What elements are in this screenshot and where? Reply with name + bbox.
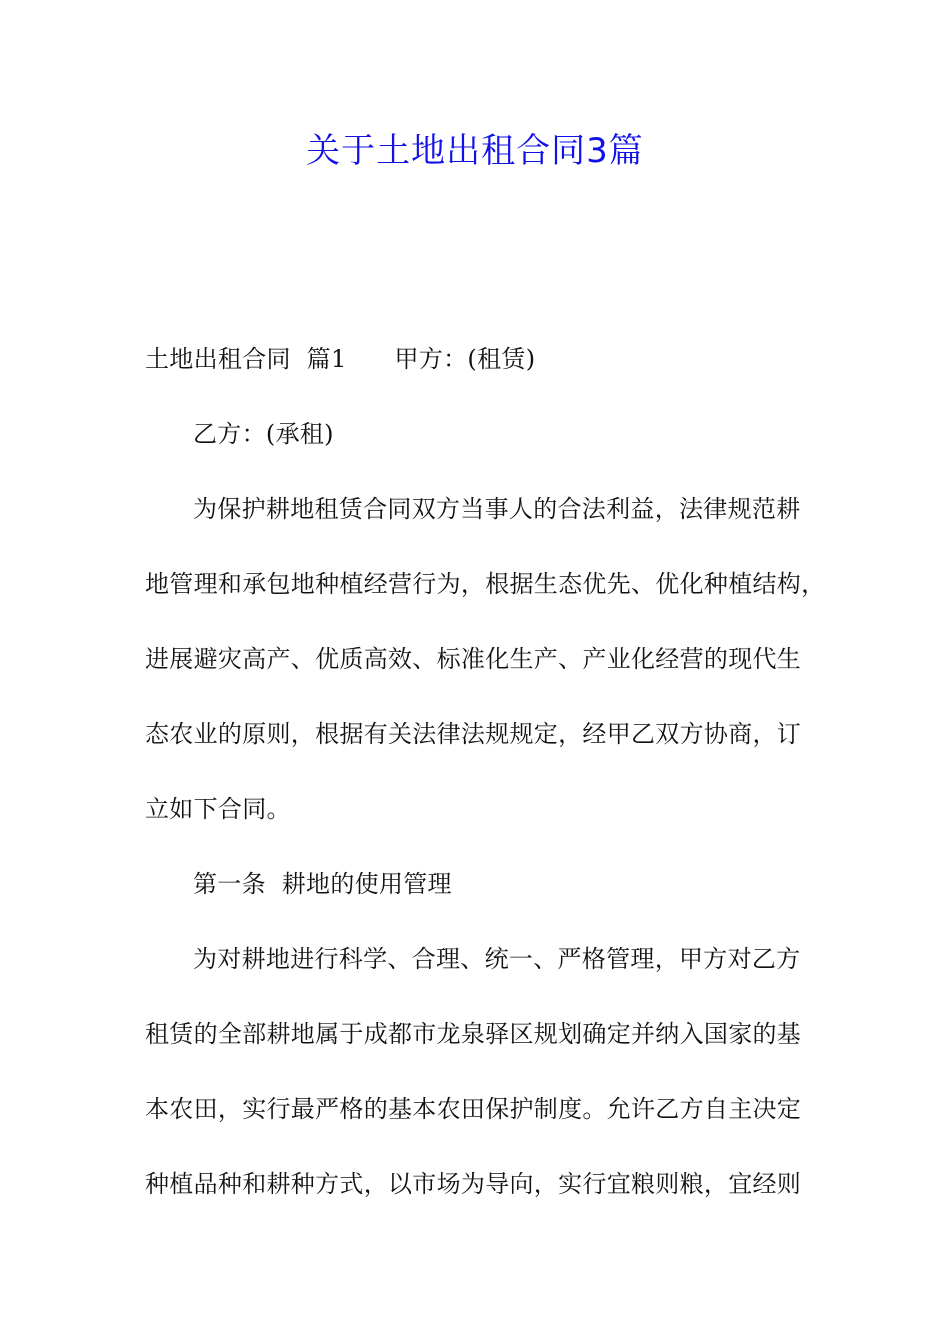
- paragraph-line: 立如下合同。: [145, 795, 291, 823]
- party-a-label: 甲方：(租赁): [394, 345, 536, 373]
- paragraph-line: 租赁的全部耕地属于成都市龙泉驿区规划确定并纳入国家的基: [145, 1020, 802, 1048]
- paragraph-line: 地管理和承包地种植经营行为，根据生态优先、优化种植结构，: [145, 570, 826, 598]
- paragraph-line: 态农业的原则，根据有关法律法规规定，经甲乙双方协商，订: [145, 720, 802, 748]
- paragraph-line: 进展避灾高产、优质高效、标准化生产、产业化经营的现代生: [145, 645, 802, 673]
- document-body: [145, 322, 826, 1222]
- document-title: 关于土地出租合同3篇: [306, 131, 644, 171]
- header-line: [145, 322, 810, 397]
- article-heading: 第一条 耕地的使用管理: [193, 870, 452, 898]
- paragraph-line: 种植品种和耕种方式，以市场为导向，实行宜粮则粮，宜经则: [145, 1170, 802, 1198]
- paragraph-line: 为对耕地进行科学、合理、统一、严格管理，甲方对乙方: [193, 945, 801, 973]
- section-heading: 土地出租合同 篇1: [145, 345, 347, 373]
- paragraph-line: 为保护耕地租赁合同双方当事人的合法利益，法律规范耕: [193, 495, 801, 523]
- paragraph-line: 乙方：(承租): [193, 420, 334, 448]
- paragraph-line: 本农田，实行最严格的基本农田保护制度。允许乙方自主决定: [145, 1095, 802, 1123]
